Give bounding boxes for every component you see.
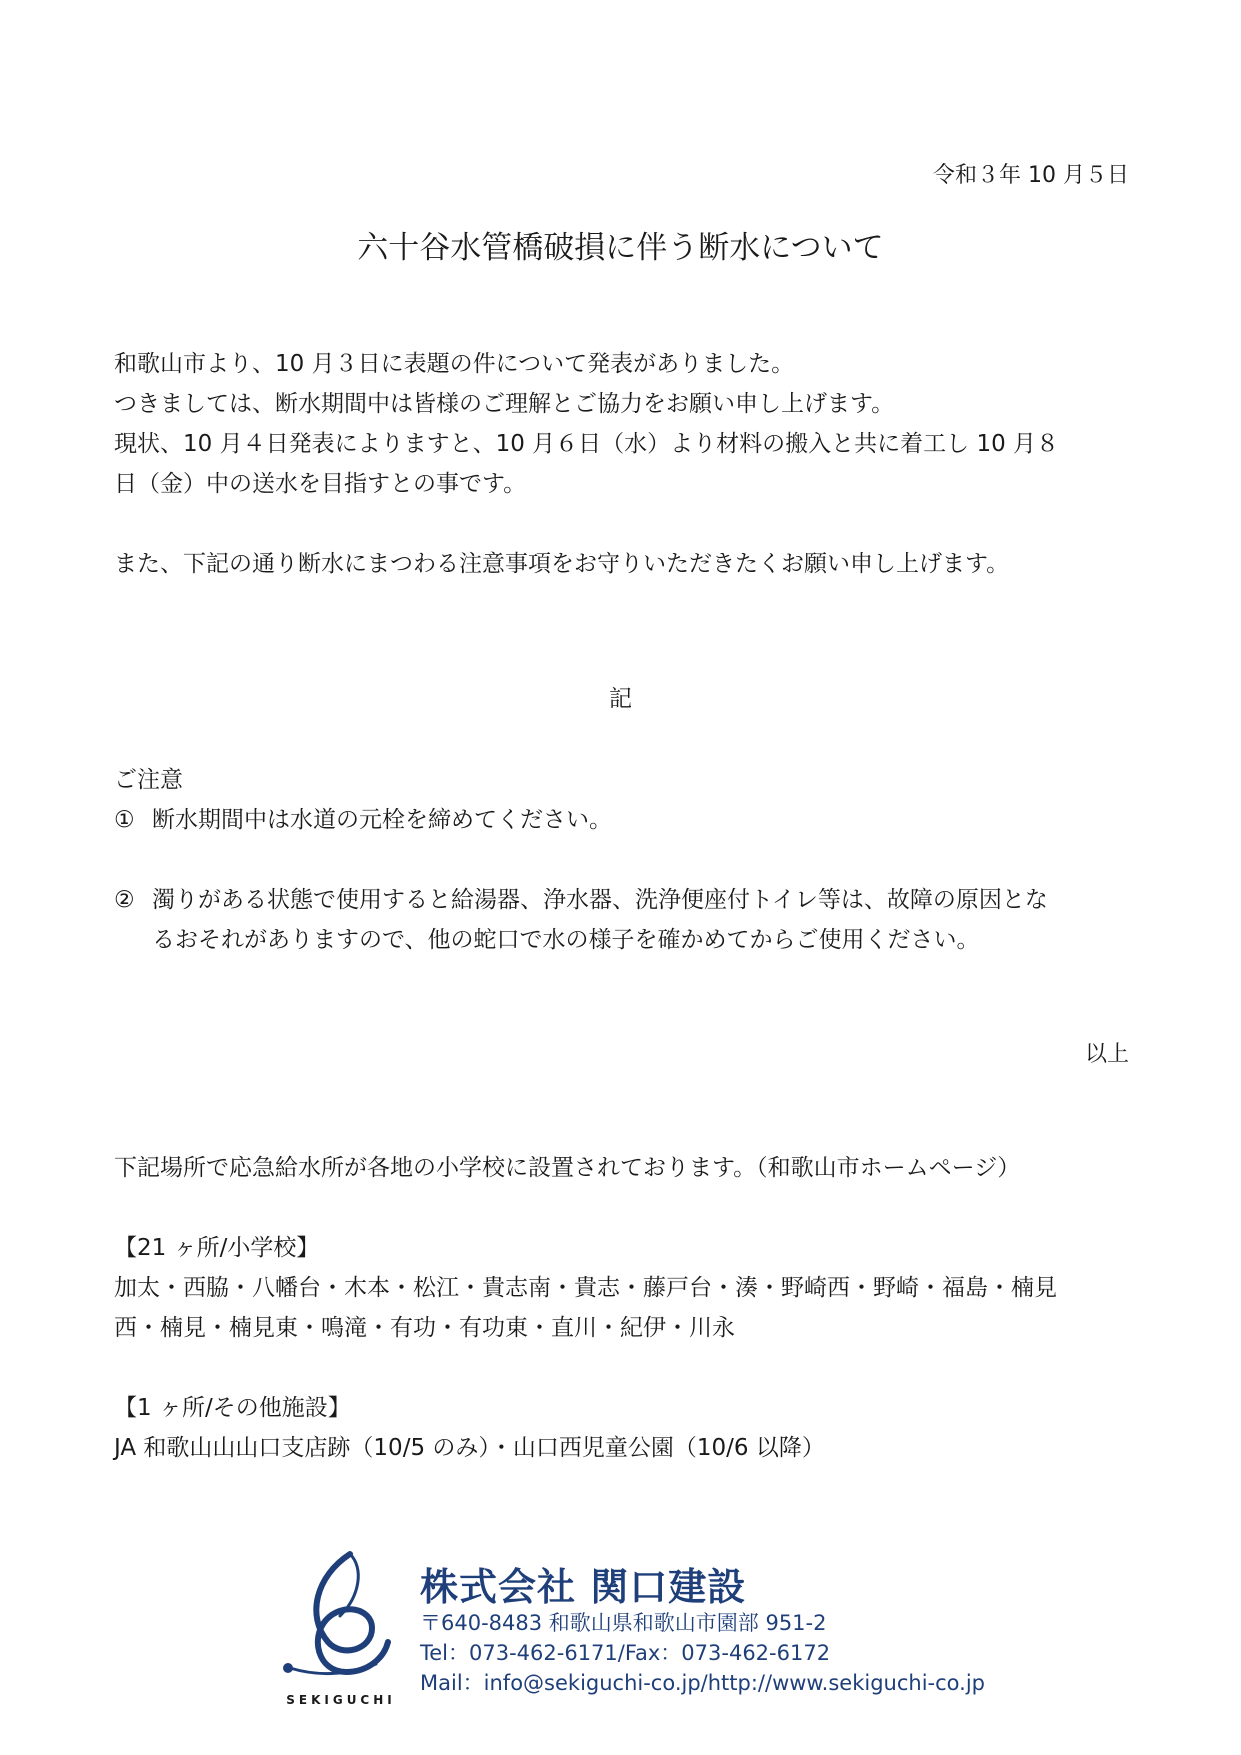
company-phone-fax: Tel：073-462-6171/Fax：073-462-6172 [420,1641,831,1665]
ki-heading: 記 [609,686,632,712]
notice-item-line: るおそれがありますので、他の蛇口で水の様子を確かめてからご使用ください。 [152,927,980,953]
notice-item-line: 断水期間中は水道の元栓を締めてください。 [152,807,612,833]
notice-item [114,800,1048,840]
notice-spacer [114,840,1048,880]
intro-spacer [114,504,1059,544]
intro-line: 現状、10 月４日発表によりますと、10 月６日（水）より材料の搬入と共に着工し 10 月８ [114,431,1060,457]
schools-line: 加太・西脇・八幡台・木本・松江・貴志南・貴志・藤戸台・湊・野崎西・野崎・福島・楠見 [114,1275,1057,1301]
schools-heading: 【21 ヶ所/小学校】 [114,1235,320,1261]
closing-ijou: 以上 [1084,1042,1129,1067]
sekiguchi-logo-icon [276,1546,406,1696]
intro-line: 日（金）中の送水を目指すとの事です。 [114,471,527,497]
notice-item-number: ② [114,887,135,913]
water-supply-section [114,1148,1057,1468]
company-mail-url: Mail：info@sekiguchi-co.jp/http://www.sekiguchi-co.jp [420,1671,985,1695]
notice-item-number: ① [114,807,135,833]
intro-line: 和歌山市より、10 月３日に表題の件について発表がありました。 [114,351,795,377]
intro-line: また、下記の通り断水にまつわる注意事項をお守りいただきたくお願い申し上げます。 [114,551,1010,577]
document-title: 六十谷水管橋破損に伴う断水について [357,230,884,266]
supply-spacer [114,1348,1057,1388]
notice-item-line: 濁りがある状態で使用すると給湯器、浄水器、洗浄便座付トイレ等は、故障の原因とな [152,887,1048,913]
intro-line: つきましては、断水期間中は皆様のご理解とご協力をお願い申し上げます。 [114,391,895,417]
other-facilities-heading: 【1 ヶ所/その他施設】 [114,1395,351,1421]
notice-item-text [152,800,612,840]
schools-line: 西・楠見・楠見東・鳴滝・有功・有功東・直川・紀伊・川永 [114,1315,735,1341]
company-address: 〒640-8483 和歌山県和歌山市園部 951-2 [420,1611,827,1635]
other-facilities-line: JA 和歌山山山口支店跡（10/5 のみ）・山口西児童公園（10/6 以降） [114,1435,825,1461]
logo-wordmark: SEKIGUCHI [286,1693,396,1707]
notice-heading: ご注意 [114,767,183,793]
notice-item-text [152,880,1048,960]
company-name: 株式会社 関口建設 [420,1565,747,1609]
supply-spacer [114,1188,1057,1228]
supply-lead: 下記場所で応急給水所が各地の小学校に設置されております。（和歌山市ホームページ） [114,1155,1021,1181]
document-date: 令和３年 10 月５日 [933,163,1129,188]
intro-paragraph [114,344,1059,584]
notice-item [114,880,1048,960]
notice-section [114,760,1048,960]
